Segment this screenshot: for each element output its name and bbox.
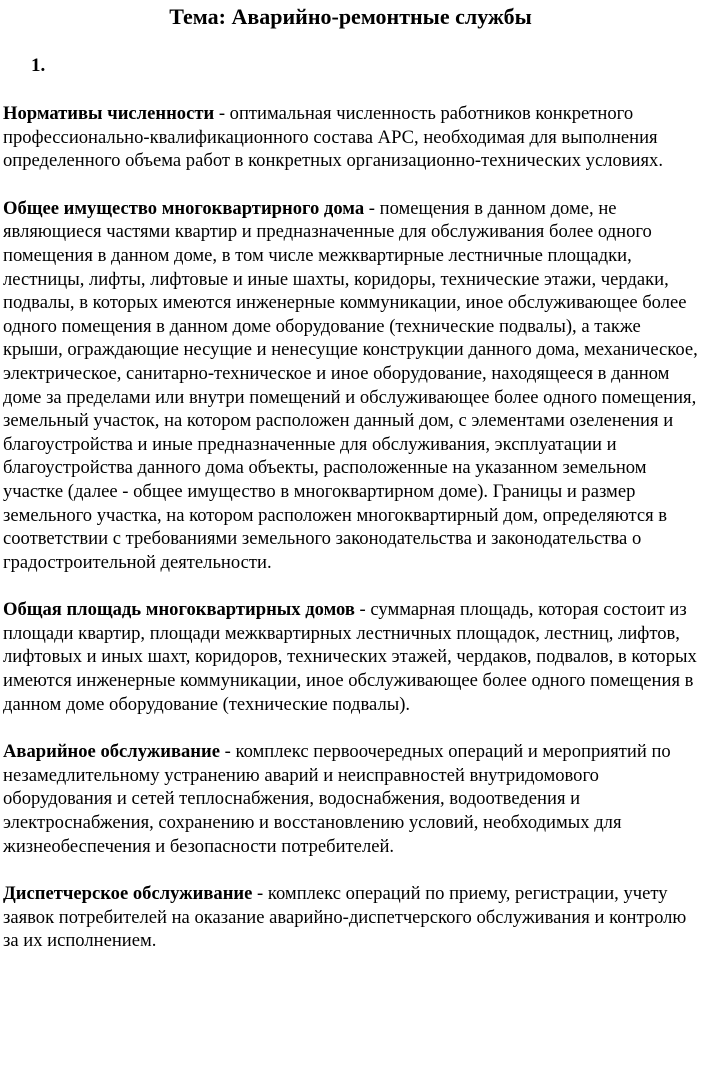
definition-term: Диспетчерское обслуживание xyxy=(3,883,253,905)
document-page xyxy=(0,4,704,1090)
definition-term: Нормативы численности xyxy=(3,103,215,124)
definition-text: - оптимальная численность работников конкретного профессионально-квалификационного состава АРС, необходимая для выполнения определенного объема работ в конкретных организационно-технических условиях. xyxy=(3,103,663,172)
definition-term: Общая площадь многоквартирных домов xyxy=(3,599,355,621)
definition-total-area xyxy=(3,598,698,716)
section-number: 1. xyxy=(31,55,46,76)
definition-dispatch-service xyxy=(3,882,698,953)
page-title: Тема: Аварийно-ремонтные службы xyxy=(169,4,532,29)
definition-term: Аварийное обслуживание xyxy=(3,741,220,763)
definition-text: - суммарная площадь, которая состоит из площади квартир, площади межквартирных лестничных площадок, лестниц, лифтов, лифтовых и иных шахт, коридоров, технических этажей, чердаков, подвалов, в которых имеются инженерные коммуникации, иное обслуживающее более одного помещения в данном доме оборудование (технические подвалы). xyxy=(3,599,697,715)
definition-text: - комплекс первоочередных операций и мероприятий по незамедлительному устранению аварий и неисправностей внутридомового оборудования и сетей теплоснабжения, водоснабжения, водоотведения и электроснабжения, сохранению и восстановлению условий, необходимых для жизнеобеспечения и безопасности потребителей. xyxy=(3,741,671,857)
definition-emergency-service xyxy=(3,740,698,858)
definition-norms xyxy=(3,102,698,173)
definition-common-property xyxy=(3,197,698,575)
definition-term: Общее имущество многоквартирного дома xyxy=(3,197,365,219)
definition-text: - комплекс операций по приему, регистрации, учету заявок потребителей на оказание аварийно-диспетчерского обслуживания и контролю за их исполнением. xyxy=(3,883,687,952)
definition-text: - помещения в данном доме, не являющиеся частями квартир и предназначенные для обслуживания более одного помещения в данном доме, в том числе межквартирные лестничные площадки, лестницы, лифты, лифтовые и иные шахты, коридоры, технические этажи, чердаки, подвалы, в которых имеются инженерные коммуникации, иное обслуживающее более одного помещения в данном доме оборудование (технические подвалы), а также крыши, ограждающие несущие и ненесущие конструкции данного дома, механическое, электрическое, санитарно-техническое и иное оборудование, находящееся в данном доме за пределами или внутри помещений и обслуживающее более одного помещения, земельный участок, на котором расположен данный дом, с элементами озеленения и благоустройства и иные предназначенные для обслуживания, эксплуатации и благоустройства данного дома объекты, расположенные на указанном земельном участке (далее - общее имущество в многоквартирном доме). Границы и размер земельного участка, на котором расположен многоквартирный дом, определяются в соответствии с требованиями земельного законодательства и законодательства о градостроительной деятельности. xyxy=(3,197,698,573)
